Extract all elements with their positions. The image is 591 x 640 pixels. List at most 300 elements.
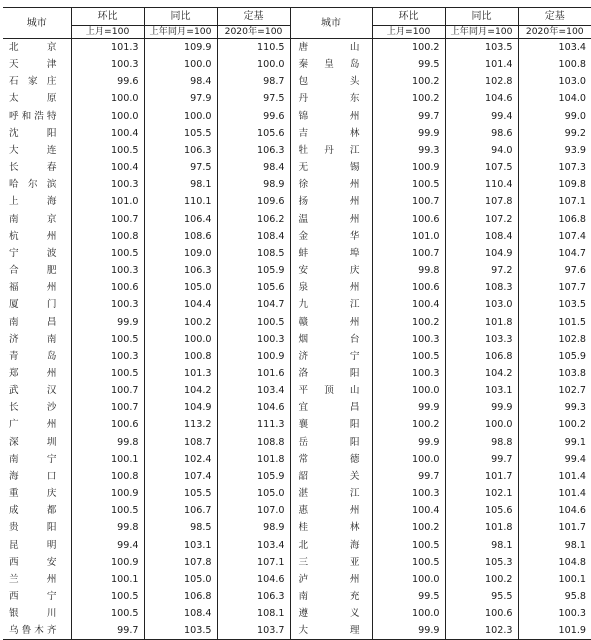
mom-column-header: 环比 (71, 8, 144, 26)
city-name: 北海 (290, 537, 372, 554)
fixed-base-index-value: 110.5 (217, 39, 290, 57)
mom-index-value: 100.5 (71, 605, 144, 622)
yoy-base-label-right: 上年同月=100 (445, 26, 518, 39)
yoy-index-value: 95.5 (445, 588, 518, 605)
mom-index-value: 99.5 (372, 588, 445, 605)
table-row (3, 434, 591, 451)
city-name: 青岛 (9, 350, 57, 362)
table-row (3, 39, 591, 57)
fixed-base-index-value: 105.0 (217, 485, 290, 502)
yoy-index-value: 98.4 (144, 73, 217, 90)
yoy-index-value: 97.9 (144, 90, 217, 107)
fixed-base-index-value: 101.4 (518, 468, 591, 485)
mom-index-value: 100.7 (372, 193, 445, 210)
mom-index-value: 100.3 (71, 56, 144, 73)
mom-index-value: 100.0 (372, 382, 445, 399)
city-name: 重庆 (9, 488, 57, 500)
yoy-index-value: 106.3 (144, 262, 217, 279)
mom-index-value: 100.2 (372, 90, 445, 107)
city-name: 徐州 (290, 176, 372, 193)
city-name: 西宁 (9, 591, 57, 602)
yoy-index-value: 109.9 (144, 39, 217, 57)
city-name: 长春 (9, 162, 57, 174)
city-name: 昆明 (9, 539, 57, 551)
table-row (3, 399, 591, 416)
yoy-index-value: 97.2 (445, 262, 518, 279)
mom-index-value: 100.3 (71, 348, 144, 365)
yoy-index-value: 108.6 (144, 228, 217, 245)
mom-index-value: 101.0 (71, 193, 144, 210)
yoy-index-value: 105.5 (144, 125, 217, 142)
yoy-index-value: 105.0 (144, 571, 217, 588)
yoy-index-value: 110.4 (445, 176, 518, 193)
table-row (3, 125, 591, 142)
city-name: 合肥 (9, 265, 57, 277)
city-name: 惠州 (290, 502, 372, 519)
table-row (3, 605, 591, 622)
yoy-index-value: 101.7 (445, 468, 518, 485)
city-name: 九江 (290, 296, 372, 313)
fixed-base-index-value: 93.9 (518, 142, 591, 159)
mom-base-label-right: 上月=100 (372, 26, 445, 39)
table-row (3, 588, 591, 605)
mom-index-value: 100.6 (71, 416, 144, 433)
mom-index-value: 100.5 (71, 365, 144, 382)
table-row (3, 382, 591, 399)
yoy-index-value: 98.6 (445, 125, 518, 142)
city-name: 岳阳 (290, 434, 372, 451)
fixed-base-column-header-right: 定基 (518, 8, 591, 26)
fixed-base-index-value: 101.4 (518, 485, 591, 502)
yoy-index-value: 100.0 (445, 416, 518, 433)
city-name: 南京 (9, 213, 57, 225)
fixed-base-index-value: 100.3 (518, 605, 591, 622)
yoy-index-value: 105.6 (445, 502, 518, 519)
fixed-base-index-value: 100.9 (217, 348, 290, 365)
fixed-base-index-value: 103.4 (217, 537, 290, 554)
mom-index-value: 100.1 (71, 571, 144, 588)
fixed-base-index-value: 103.4 (217, 382, 290, 399)
city-name: 襄阳 (290, 416, 372, 433)
mom-index-value: 100.2 (372, 314, 445, 331)
city-name: 长沙 (9, 402, 57, 414)
mom-index-value: 100.8 (71, 468, 144, 485)
city-name: 贵阳 (9, 522, 57, 534)
mom-index-value: 100.5 (372, 348, 445, 365)
fixed-base-index-value: 106.3 (217, 142, 290, 159)
table-row (3, 73, 591, 90)
city-name: 海口 (9, 470, 57, 482)
table-row (3, 365, 591, 382)
mom-index-value: 100.3 (71, 262, 144, 279)
yoy-index-value: 102.4 (144, 451, 217, 468)
fixed-base-index-value: 105.9 (518, 348, 591, 365)
yoy-index-value: 100.0 (144, 56, 217, 73)
table-row (3, 296, 591, 313)
mom-index-value: 100.0 (71, 90, 144, 107)
city-name: 福州 (9, 282, 57, 294)
table-row (3, 554, 591, 571)
city-name: 蚌埠 (290, 245, 372, 262)
city-price-index-table (3, 7, 591, 640)
yoy-index-value: 104.9 (144, 399, 217, 416)
yoy-index-value: 100.6 (445, 605, 518, 622)
mom-index-value: 99.9 (372, 125, 445, 142)
city-name: 武汉 (9, 385, 57, 397)
fixed-base-index-value: 106.8 (518, 211, 591, 228)
table-row (3, 279, 591, 296)
fixed-base-index-value: 105.6 (217, 125, 290, 142)
yoy-index-value: 107.8 (144, 554, 217, 571)
city-name: 厦门 (9, 299, 57, 311)
fixed-base-index-value: 103.7 (217, 622, 290, 640)
yoy-column-header-right: 同比 (445, 8, 518, 26)
city-name: 太原 (9, 93, 57, 105)
yoy-index-value: 97.5 (144, 159, 217, 176)
fixed-base-column-header: 定基 (217, 8, 290, 26)
table-row (3, 331, 591, 348)
fixed-base-index-value: 100.2 (518, 416, 591, 433)
mom-index-value: 99.9 (372, 399, 445, 416)
table-row (3, 211, 591, 228)
city-name: 西安 (9, 556, 57, 568)
yoy-index-value: 103.1 (445, 382, 518, 399)
fixed-base-index-value: 103.5 (518, 296, 591, 313)
mom-index-value: 99.7 (71, 622, 144, 640)
mom-index-value: 100.2 (372, 416, 445, 433)
table-row (3, 314, 591, 331)
mom-index-value: 100.4 (372, 502, 445, 519)
city-column-header-right: 城市 (290, 8, 372, 39)
city-name: 赣州 (290, 314, 372, 331)
mom-index-value: 100.3 (372, 365, 445, 382)
city-name: 平顶山 (290, 382, 372, 399)
yoy-index-value: 104.2 (445, 365, 518, 382)
fixed-base-index-value: 104.7 (518, 245, 591, 262)
fixed-base-index-value: 99.2 (518, 125, 591, 142)
yoy-index-value: 106.8 (445, 348, 518, 365)
fixed-base-index-value: 104.6 (217, 571, 290, 588)
table-row (3, 519, 591, 536)
yoy-index-value: 99.9 (445, 399, 518, 416)
city-name: 济南 (9, 333, 57, 345)
yoy-index-value: 106.7 (144, 502, 217, 519)
fixed-base-index-value: 103.8 (518, 365, 591, 382)
city-name: 深圳 (9, 436, 57, 448)
fixed-base-index-value: 104.6 (217, 399, 290, 416)
table-row (3, 468, 591, 485)
mom-index-value: 99.8 (71, 434, 144, 451)
yoy-index-value: 102.8 (445, 73, 518, 90)
mom-index-value: 100.0 (372, 605, 445, 622)
fixed-base-index-value: 107.1 (518, 193, 591, 210)
fixed-base-index-value: 107.0 (217, 502, 290, 519)
table-row (3, 108, 591, 125)
fixed-base-index-value: 102.7 (518, 382, 591, 399)
mom-base-label: 上月=100 (71, 26, 144, 39)
city-name: 济宁 (290, 348, 372, 365)
yoy-column-header: 同比 (144, 8, 217, 26)
fixed-base-index-value: 99.4 (518, 451, 591, 468)
city-name: 大理 (290, 622, 372, 640)
yoy-index-value: 106.3 (144, 142, 217, 159)
city-name: 哈尔滨 (9, 179, 57, 191)
table-row (3, 451, 591, 468)
fixed-base-index-value: 109.8 (518, 176, 591, 193)
mom-index-value: 100.5 (71, 588, 144, 605)
table-row (3, 348, 591, 365)
fixed-base-index-value: 105.9 (217, 468, 290, 485)
fixed-base-index-value: 102.8 (518, 331, 591, 348)
mom-index-value: 99.9 (372, 622, 445, 640)
fixed-base-index-value: 107.4 (518, 228, 591, 245)
fixed-base-index-value: 107.3 (518, 159, 591, 176)
mom-index-value: 100.3 (71, 176, 144, 193)
city-name: 上海 (9, 196, 57, 208)
fixed-base-index-value: 101.5 (518, 314, 591, 331)
mom-index-value: 100.7 (71, 382, 144, 399)
yoy-index-value: 101.3 (144, 365, 217, 382)
city-name: 洛阳 (290, 365, 372, 382)
mom-index-value: 100.4 (71, 159, 144, 176)
mom-index-value: 99.7 (372, 468, 445, 485)
yoy-index-value: 106.8 (144, 588, 217, 605)
fixed-base-index-value: 106.3 (217, 588, 290, 605)
fixed-base-index-value: 104.8 (518, 554, 591, 571)
fixed-base-index-value: 99.3 (518, 399, 591, 416)
yoy-index-value: 100.0 (144, 331, 217, 348)
mom-index-value: 100.1 (71, 451, 144, 468)
yoy-index-value: 102.1 (445, 485, 518, 502)
fixed-base-index-value: 97.5 (217, 90, 290, 107)
mom-index-value: 100.0 (372, 571, 445, 588)
table-row (3, 193, 591, 210)
table-row (3, 56, 591, 73)
mom-index-value: 99.5 (372, 56, 445, 73)
mom-index-value: 99.7 (372, 108, 445, 125)
fixed-base-index-value: 98.9 (217, 519, 290, 536)
mom-index-value: 100.7 (71, 399, 144, 416)
mom-index-value: 100.2 (372, 39, 445, 57)
mom-index-value: 100.5 (372, 537, 445, 554)
fixed-base-index-value: 100.1 (518, 571, 591, 588)
fixed-base-index-value: 108.1 (217, 605, 290, 622)
table-row (3, 245, 591, 262)
table-row (3, 142, 591, 159)
city-name: 烟台 (290, 331, 372, 348)
city-name: 杭州 (9, 230, 57, 242)
mom-index-value: 100.6 (372, 211, 445, 228)
city-name: 湛江 (290, 485, 372, 502)
city-name: 宁波 (9, 247, 57, 259)
city-name: 沈阳 (9, 127, 57, 139)
fixed-base-index-value: 105.6 (217, 279, 290, 296)
fixed-base-index-value: 101.9 (518, 622, 591, 640)
mom-index-value: 100.0 (71, 108, 144, 125)
mom-index-value: 100.9 (71, 485, 144, 502)
mom-column-header-right: 环比 (372, 8, 445, 26)
city-column-header: 城市 (3, 8, 71, 39)
fixed-base-index-value: 98.9 (217, 176, 290, 193)
yoy-index-value: 113.2 (144, 416, 217, 433)
table-row (3, 622, 591, 640)
fixed-base-index-value: 99.0 (518, 108, 591, 125)
city-name: 郑州 (9, 367, 57, 379)
mom-index-value: 99.6 (71, 73, 144, 90)
fixed-base-index-value: 100.0 (217, 56, 290, 73)
fixed-base-index-value: 108.5 (217, 245, 290, 262)
mom-index-value: 99.8 (71, 519, 144, 536)
mom-index-value: 99.8 (372, 262, 445, 279)
mom-index-value: 99.3 (372, 142, 445, 159)
city-name: 北京 (9, 42, 57, 53)
mom-index-value: 100.6 (71, 279, 144, 296)
yoy-index-value: 101.8 (445, 314, 518, 331)
mom-index-value: 100.3 (372, 485, 445, 502)
city-name: 南昌 (9, 316, 57, 328)
yoy-index-value: 107.2 (445, 211, 518, 228)
mom-index-value: 100.4 (71, 125, 144, 142)
mom-index-value: 100.2 (372, 73, 445, 90)
mom-index-value: 100.5 (372, 176, 445, 193)
city-name: 成都 (9, 505, 57, 517)
fixed-base-index-value: 109.6 (217, 193, 290, 210)
yoy-index-value: 100.8 (144, 348, 217, 365)
fixed-base-index-value: 107.1 (217, 554, 290, 571)
city-name: 呼和浩特 (9, 110, 57, 122)
city-name: 唐山 (290, 39, 372, 57)
fixed-base-index-value: 98.4 (217, 159, 290, 176)
fixed-base-index-value: 101.8 (217, 451, 290, 468)
city-name: 天津 (9, 59, 57, 71)
city-name: 乌鲁木齐 (3, 622, 71, 640)
city-name: 泉州 (290, 279, 372, 296)
fixed-base-index-value: 108.8 (217, 434, 290, 451)
yoy-index-value: 103.5 (445, 39, 518, 57)
fixed-base-index-value: 104.0 (518, 90, 591, 107)
city-name: 锦州 (290, 108, 372, 125)
fixed-base-index-value: 103.4 (518, 39, 591, 57)
fixed-base-index-value: 104.6 (518, 502, 591, 519)
yoy-index-value: 99.4 (445, 108, 518, 125)
mom-index-value: 100.7 (71, 211, 144, 228)
fixed-base-index-value: 101.6 (217, 365, 290, 382)
city-name: 三亚 (290, 554, 372, 571)
city-name: 包头 (290, 73, 372, 90)
yoy-index-value: 98.5 (144, 519, 217, 536)
fixed-base-index-value: 106.2 (217, 211, 290, 228)
fixed-base-index-value: 97.6 (518, 262, 591, 279)
table-row (3, 176, 591, 193)
fixed-base-index-value: 107.7 (518, 279, 591, 296)
yoy-index-value: 110.1 (144, 193, 217, 210)
fixed-base-index-value: 101.7 (518, 519, 591, 536)
city-name: 南充 (290, 588, 372, 605)
yoy-index-value: 108.4 (144, 605, 217, 622)
yoy-base-label: 上年同月=100 (144, 26, 217, 39)
mom-index-value: 100.8 (71, 228, 144, 245)
city-name: 丹东 (290, 90, 372, 107)
yoy-index-value: 101.8 (445, 519, 518, 536)
city-name: 大连 (9, 144, 57, 156)
city-name: 兰州 (9, 573, 57, 585)
yoy-index-value: 99.7 (445, 451, 518, 468)
city-name: 扬州 (290, 193, 372, 210)
city-name: 无锡 (290, 159, 372, 176)
yoy-index-value: 107.4 (144, 468, 217, 485)
mom-index-value: 100.5 (71, 502, 144, 519)
yoy-index-value: 104.6 (445, 90, 518, 107)
city-name: 吉林 (290, 125, 372, 142)
mom-index-value: 100.7 (372, 245, 445, 262)
yoy-index-value: 103.1 (144, 537, 217, 554)
city-name: 遵义 (290, 605, 372, 622)
yoy-index-value: 108.3 (445, 279, 518, 296)
city-name: 常德 (290, 451, 372, 468)
yoy-index-value: 107.8 (445, 193, 518, 210)
yoy-index-value: 106.4 (144, 211, 217, 228)
yoy-index-value: 108.7 (144, 434, 217, 451)
city-name: 金华 (290, 228, 372, 245)
mom-index-value: 100.6 (372, 279, 445, 296)
mom-index-value: 100.9 (372, 159, 445, 176)
mom-index-value: 101.3 (71, 39, 144, 57)
fixed-base-index-value: 104.7 (217, 296, 290, 313)
fixed-base-label: 2020年=100 (217, 26, 290, 39)
fixed-base-index-value: 111.3 (217, 416, 290, 433)
yoy-index-value: 98.1 (144, 176, 217, 193)
yoy-index-value: 98.8 (445, 434, 518, 451)
yoy-index-value: 101.4 (445, 56, 518, 73)
mom-index-value: 100.5 (71, 331, 144, 348)
fixed-base-index-value: 103.0 (518, 73, 591, 90)
yoy-index-value: 105.3 (445, 554, 518, 571)
mom-index-value: 99.4 (71, 537, 144, 554)
city-name: 安庆 (290, 262, 372, 279)
yoy-index-value: 102.3 (445, 622, 518, 640)
mom-index-value: 99.9 (372, 434, 445, 451)
yoy-index-value: 105.0 (144, 279, 217, 296)
mom-index-value: 99.9 (71, 314, 144, 331)
yoy-index-value: 103.0 (445, 296, 518, 313)
yoy-index-value: 100.2 (144, 314, 217, 331)
city-name: 韶关 (290, 468, 372, 485)
city-name: 桂林 (290, 519, 372, 536)
mom-index-value: 100.5 (71, 142, 144, 159)
header-row-labels (3, 8, 591, 26)
mom-index-value: 101.0 (372, 228, 445, 245)
table-row (3, 228, 591, 245)
table-row (3, 90, 591, 107)
mom-index-value: 100.4 (372, 296, 445, 313)
city-name: 牡丹江 (290, 142, 372, 159)
yoy-index-value: 107.5 (445, 159, 518, 176)
yoy-index-value: 104.2 (144, 382, 217, 399)
table-body (3, 39, 591, 640)
mom-index-value: 100.0 (372, 451, 445, 468)
city-name: 泸州 (290, 571, 372, 588)
yoy-index-value: 103.5 (144, 622, 217, 640)
mom-index-value: 100.5 (372, 554, 445, 571)
mom-index-value: 100.9 (71, 554, 144, 571)
table-row (3, 159, 591, 176)
mom-index-value: 100.3 (71, 296, 144, 313)
yoy-index-value: 109.0 (144, 245, 217, 262)
table-row (3, 262, 591, 279)
table-row (3, 571, 591, 588)
table-row (3, 416, 591, 433)
fixed-base-index-value: 98.7 (217, 73, 290, 90)
